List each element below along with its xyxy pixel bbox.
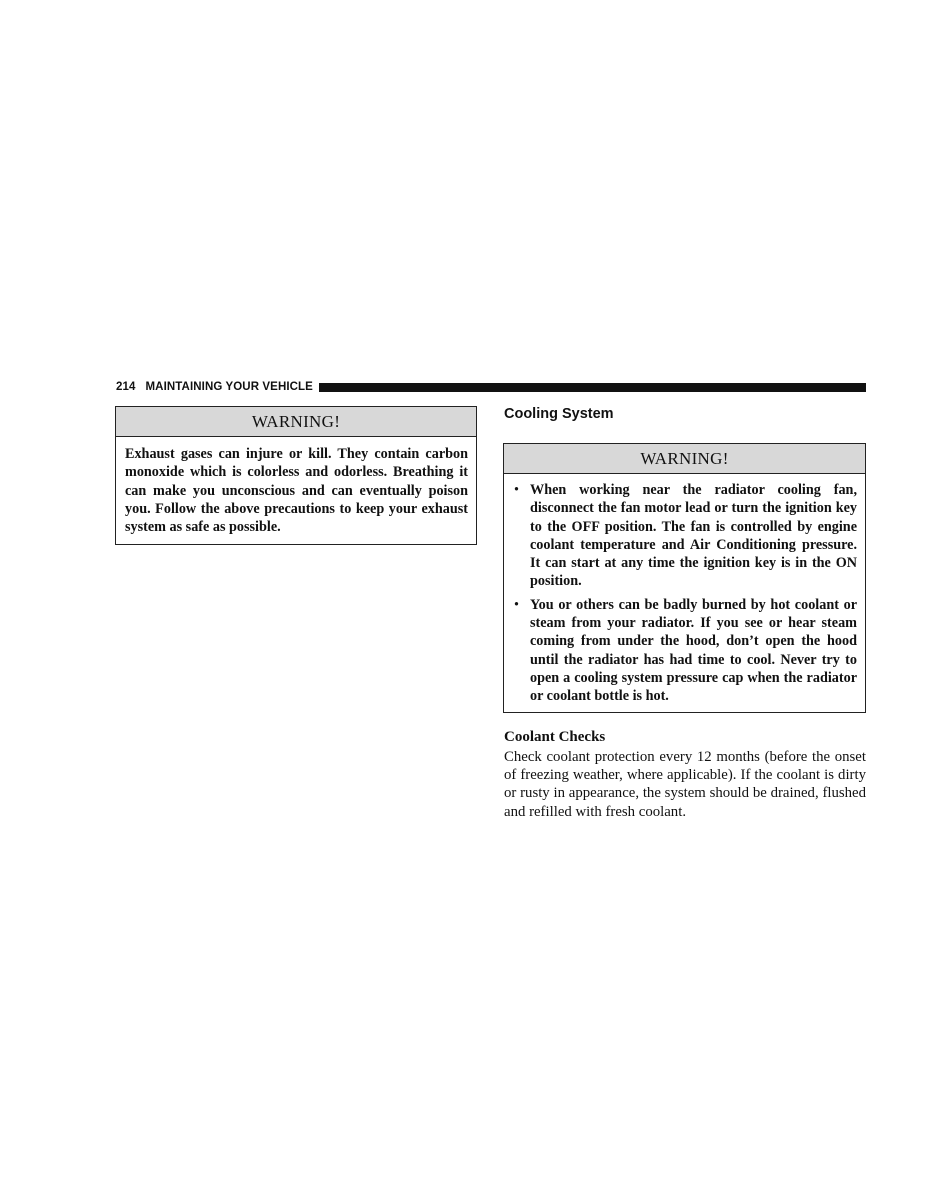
warning-body xyxy=(504,474,865,717)
warning-bullet xyxy=(512,596,857,706)
warning-title: WARNING! xyxy=(116,407,476,437)
page-header xyxy=(116,380,866,394)
bullet-icon: • xyxy=(514,482,519,498)
cooling-system-heading: Cooling System xyxy=(504,406,614,422)
warning-bullet-list xyxy=(512,481,857,706)
bullet-text: When working near the radiator cooling fan, disconnect the fan motor lead or turn the ignition key to the OFF position. The fan is controlled by engine coolant temperature and Air Conditioning pressure. It can start at any time the ignition key is in the ON position. xyxy=(530,482,857,590)
cooling-warning-box xyxy=(503,443,866,713)
warning-body: Exhaust gases can injure or kill. They contain carbon monoxide which is colorless and odorless. Breathing it can make you unconscious and can eventually poison you. Follow the above precautions to keep your exhaust system as safe as possible. xyxy=(125,446,468,536)
bullet-icon: • xyxy=(514,596,519,613)
page-number: 214 xyxy=(116,381,136,393)
coolant-checks-paragraph: Check coolant protection every 12 months (before the onset of freezing weather, where applicable). If the coolant is dirty or rusty in appearance, the system should be drained, flushed and refilled with fresh coolant. xyxy=(504,749,866,820)
exhaust-warning-box xyxy=(115,406,477,545)
header-rule xyxy=(319,383,866,392)
warning-bullet xyxy=(512,481,857,591)
warning-title: WARNING! xyxy=(504,444,865,474)
bullet-text: You or others can be badly burned by hot coolant or steam from your radiator. If you see or hear steam coming from under the hood, don’t open the hood until the radiator has had time to cool. Never try to open a cooling system pressure cap when the radiator or coolant bottle is hot. xyxy=(530,596,857,705)
coolant-checks-heading: Coolant Checks xyxy=(504,729,606,745)
section-title: MAINTAINING YOUR VEHICLE xyxy=(145,381,313,393)
